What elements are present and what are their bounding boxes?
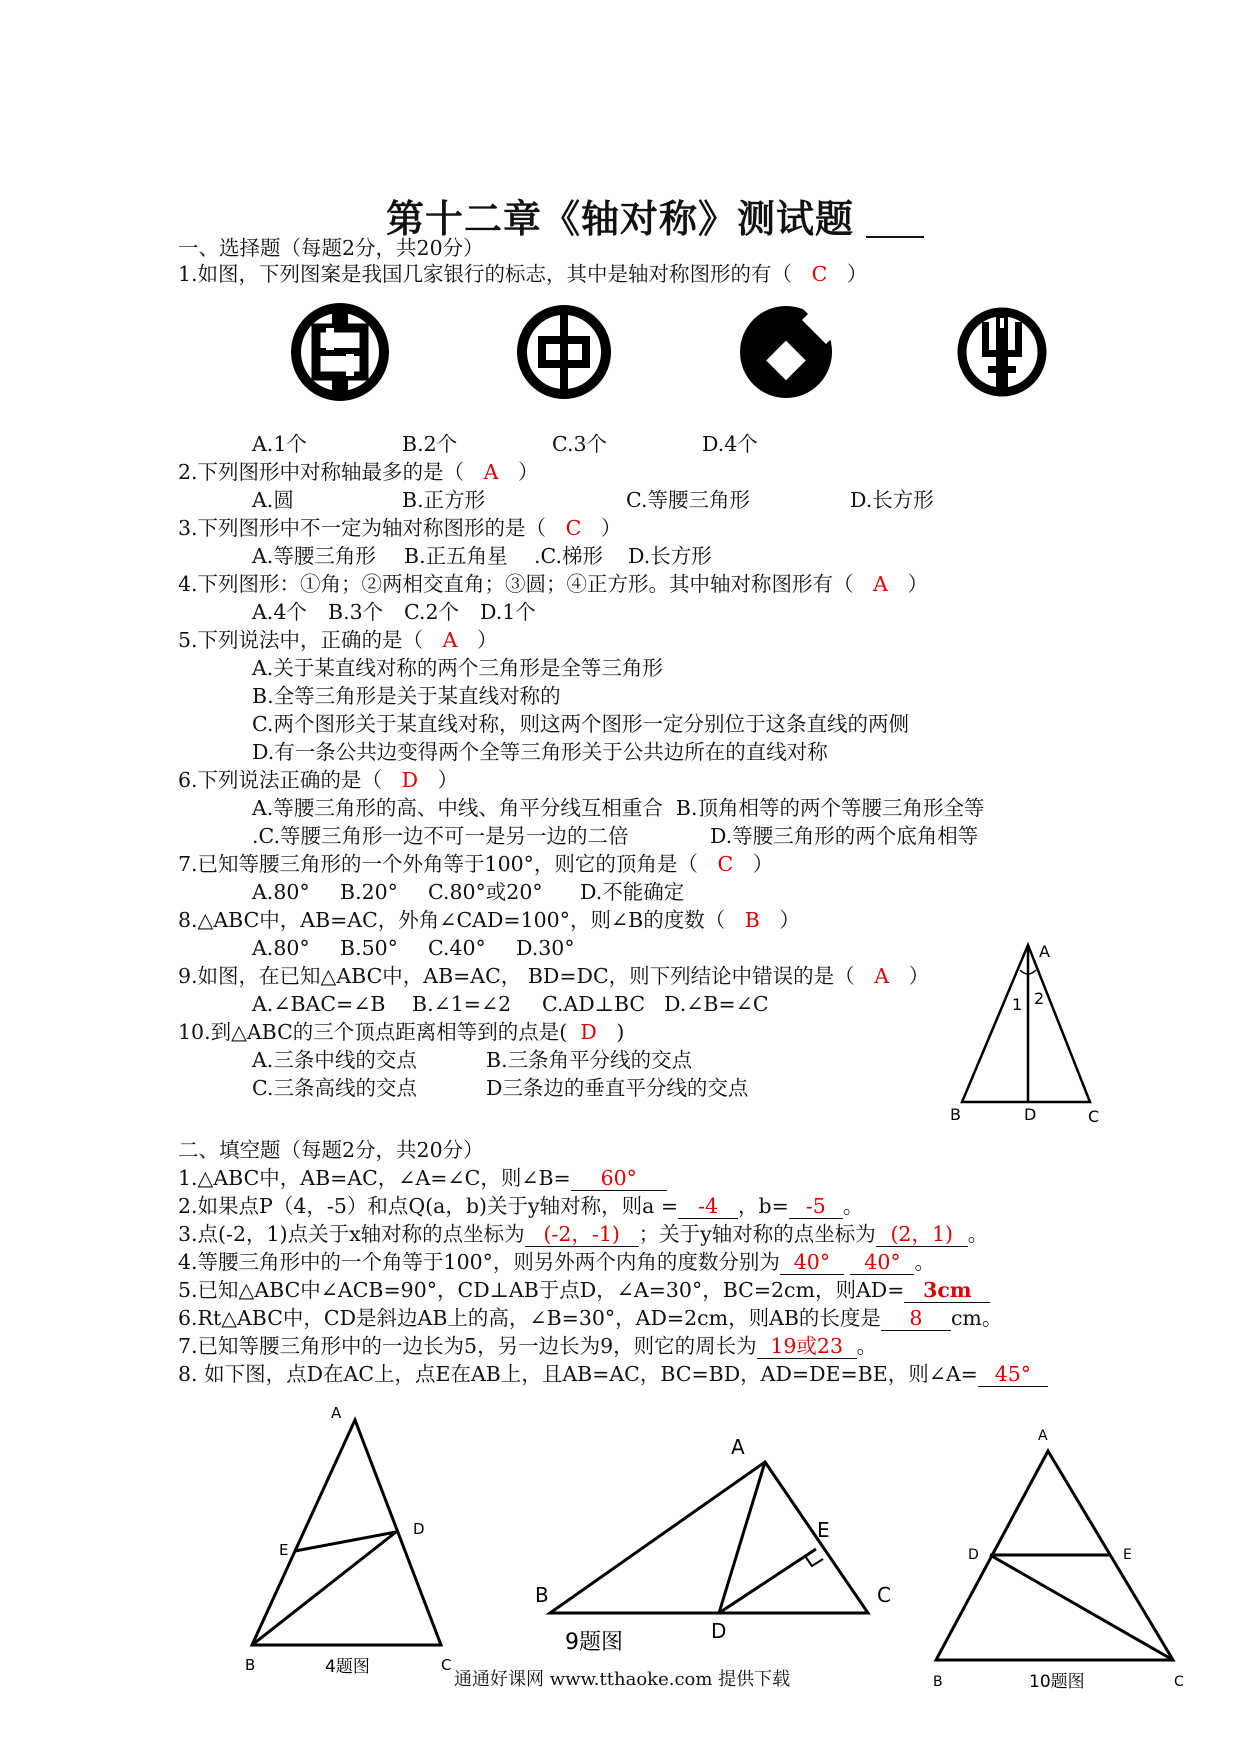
fig10-label-e: E [1123,1547,1132,1563]
question-7: 7.已知等腰三角形的一个外角等于100°，则它的顶角是（ C ） [178,852,774,876]
q1-options: A.1个 B.2个 C.3个 D.4个 [252,432,758,456]
question-4: 4.下列图形：①角；②两相交直角；③圆；④正方形。其中轴对称图形有（ A ） [178,572,928,596]
q4-options: A.4个 B.3个 C.2个 D.1个 [252,600,536,624]
figure-q9-triangle [950,930,1110,1130]
q10-options-row1: A.三条中线的交点 B.三条角平分线的交点 [252,1048,693,1072]
question-8: 8.△ABC中，AB=AC，外角∠CAD=100°，则∠B的度数（ B ） [178,908,800,932]
fig4-label-b: B [245,1656,256,1674]
question-1: 1.如图，下列图案是我国几家银行的标志，其中是轴对称图形的有（ C ） [178,262,868,286]
fill-7: 7.已知等腰三角形中的一边长为5，另一边长为9，则它的周长为 19或23 。 [178,1334,878,1358]
q9-options: A.∠BAC=∠B B.∠1=∠2 C.AD⊥BC D.∠B=∠C [252,992,769,1016]
fig9-label-b: B [950,1105,961,1124]
q5-option-c: C.两个图形关于某直线对称，则这两个图形一定分别位于这条直线的两侧 [252,712,909,736]
q5-option-a: A.关于某直线对称的两个三角形是全等三角形 [252,656,663,680]
answer-q6: D [401,768,419,792]
fig4-label-e: E [279,1541,289,1559]
fig4-label-c: C [441,1656,452,1674]
fill-1: 1.△ABC中，AB=AC，∠A=∠C，则∠B= 60° [178,1166,667,1191]
fill-6: 6.Rt△ABC中，CD是斜边AB上的高，∠B=30°，AD=2cm，则AB的长度是 8 cm。 [178,1306,1003,1330]
q6-options-row2: .C.等腰三角形一边不可一是另一边的二倍 D.等腰三角形的两个底角相等 [252,824,979,848]
fig10-label-b: B [933,1674,943,1690]
figure-9 [535,1430,915,1665]
answer-q2: A [483,460,499,484]
fig4-label-a: A [331,1404,342,1422]
answer-f4b: 40° [850,1250,914,1275]
answer-q7: C [717,852,734,876]
abc-logo-icon [962,308,1042,396]
q6-options-row1: A.等腰三角形的高、中线、角平分线互相重合 B.顶角相等的两个等腰三角形全等 [252,796,985,820]
fig9-label-1: 1 [1012,995,1023,1014]
fig9-label-c: C [1088,1107,1100,1126]
answer-f3b: (2，1) [876,1222,968,1247]
q5-option-d: D.有一条公共边变得两个全等三角形关于公共边所在的直线对称 [252,740,828,764]
fig9b-label-c: C [877,1583,891,1607]
answer-f5: 3cm [904,1278,990,1303]
answer-f2b: -5 [789,1194,843,1219]
answer-q8: B [744,908,760,932]
fig9b-label-e: E [817,1518,830,1542]
q2-options: A.圆 B.正方形 C.等腰三角形 D.长方形 [252,488,934,512]
figure-10 [925,1415,1190,1690]
answer-f7: 19或23 [757,1334,857,1359]
question-9: 9.如图，在已知△ABC中，AB=AC， BD=DC，则下列结论中错误的是（ A ） [178,964,930,988]
fill-3: 3.点(-2，1)点关于x轴对称的点坐标为 (-2，-1) ；关于y轴对称的点坐标为 (2，1) 。 [178,1222,989,1246]
fill-2: 2.如果点P（4，-5）和点Q(a，b)关于y轴对称，则a = -4 ，b= -5 。 [178,1194,864,1218]
fig4-label-d: D [413,1520,425,1538]
ccb-logo-icon [740,302,846,398]
answer-f3a: (-2，-1) [525,1222,639,1247]
answer-f6: 8 [881,1306,951,1331]
fill-8: 8. 如下图，点D在AC上，点E在AB上，且AB=AC，BC=BD，AD=DE=BE，则∠A= 45° [178,1362,1048,1387]
title-underline [866,236,924,238]
answer-q9: A [874,964,890,988]
bank-logos [290,300,1090,410]
answer-f2a: -4 [678,1194,738,1219]
answer-f8: 45° [978,1362,1048,1387]
fig4-caption: 4题图 [325,1657,370,1677]
answer-q1: C [811,262,828,286]
section1-heading: 一、选择题（每题2分，共20分） [178,236,484,260]
fig9b-label-b: B [535,1583,549,1607]
question-10: 10.到△ABC的三个顶点距离相等到的点是( D ) [178,1020,625,1044]
answer-q3: C [565,516,582,540]
q5-option-b: B.全等三角形是关于某直线对称的 [252,684,561,708]
section2-heading: 二、填空题（每题2分，共20分） [178,1138,484,1162]
page-title: 第十二章《轴对称》测试题 [385,197,854,241]
fig10-label-d: D [968,1547,979,1563]
fig10-label-a: A [1038,1428,1048,1444]
question-6: 6.下列说法正确的是（ D ） [178,768,459,792]
answer-f1: 60° [571,1166,667,1191]
fig10-caption: 10题图 [1029,1672,1085,1690]
question-5: 5.下列说法中，正确的是（ A ） [178,628,498,652]
footer-source: 通通好课网 www.tthaoke.com 提供下载 [454,1669,791,1690]
question-3: 3.下列图形中不一定为轴对称图形的是（ C ） [178,516,622,540]
fig10-label-c: C [1174,1674,1184,1690]
fig9-label-2: 2 [1034,989,1045,1008]
fig9-label-a: A [1039,942,1050,961]
q10-options-row2: C.三条高线的交点 D三条边的垂直平分线的交点 [252,1076,749,1100]
icbc-logo-icon [296,308,384,396]
q8-options: A.80° B.50° C.40° D.30° [252,936,575,960]
fig9b-caption: 9题图 [565,1630,623,1655]
fig9-label-d: D [1024,1105,1037,1124]
fill-5: 5.已知△ABC中∠ACB=90°，CD⊥AB于点D，∠A=30°，BC=2cm，则AD= 3cm [178,1278,990,1303]
fig9b-label-d: D [711,1619,727,1643]
q3-options: A.等腰三角形 B.正五角星 .C.梯形 D.长方形 [252,544,712,568]
fig9b-label-a: A [731,1435,745,1459]
answer-q5: A [442,628,458,652]
answer-q4: A [873,572,888,596]
q7-options: A.80° B.20° C.80°或20° D.不能确定 [252,880,685,904]
answer-f4a: 40° [780,1250,844,1275]
question-2: 2.下列图形中对称轴最多的是（ A ） [178,460,539,484]
answer-q10: D [580,1020,597,1044]
boc-logo-icon [522,306,606,398]
figure-4 [235,1400,465,1685]
fill-4: 4.等腰三角形中的一个角等于100°，则另外两个内角的度数分别为 40° 40° 。 [178,1250,935,1274]
